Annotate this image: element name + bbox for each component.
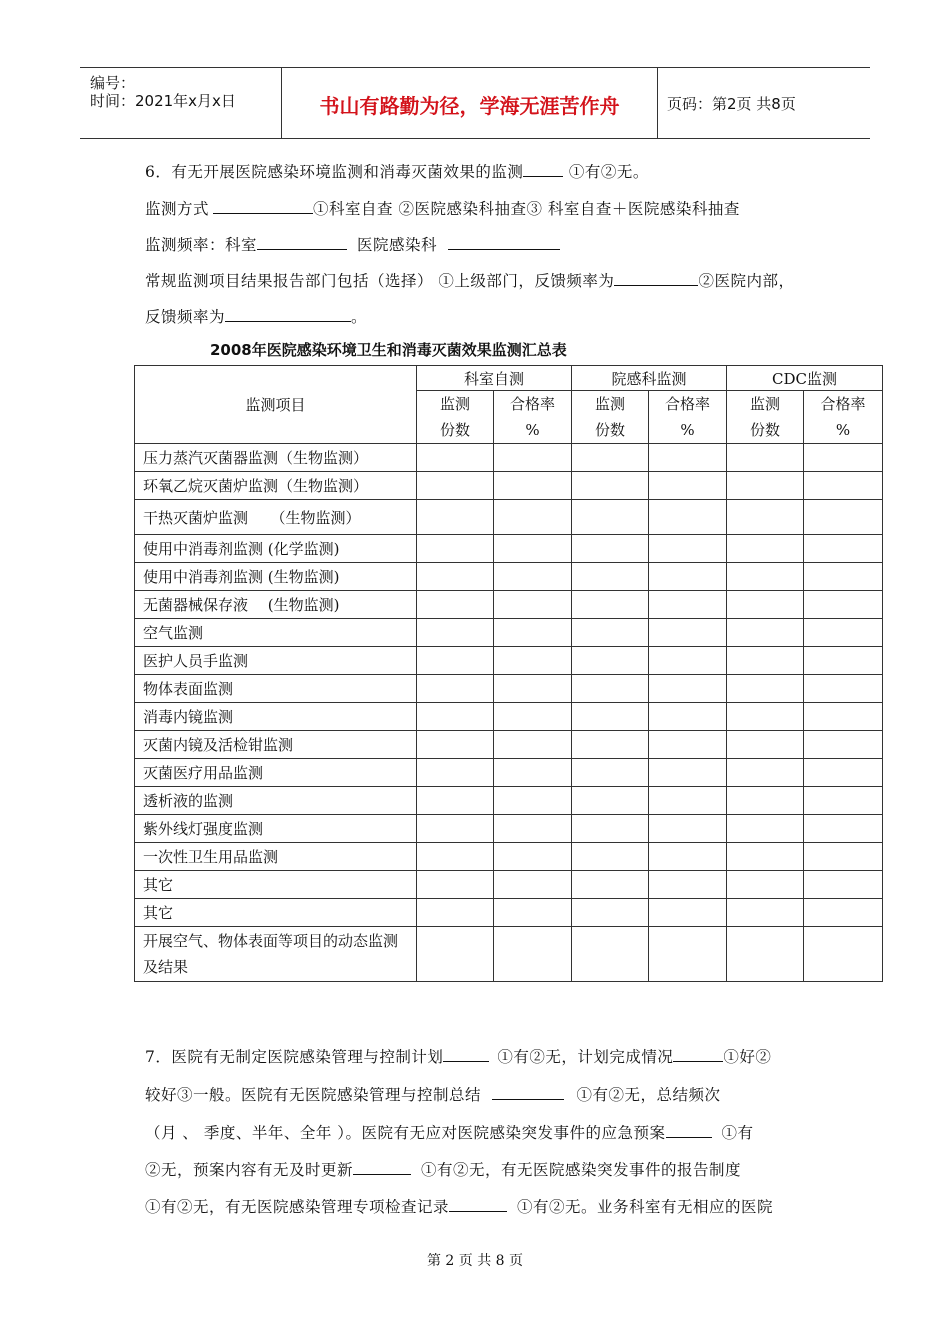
s7-l3b: ①有 [721, 1124, 754, 1142]
data-cell[interactable] [727, 899, 804, 927]
data-cell[interactable] [494, 647, 572, 675]
data-cell[interactable] [494, 675, 572, 703]
s7-line1 [145, 1045, 771, 1067]
table-row [135, 815, 883, 843]
data-cell[interactable] [417, 731, 494, 759]
group-header-infection-dept: 院感科监测 [572, 366, 727, 391]
data-cell[interactable] [727, 619, 804, 647]
data-cell[interactable] [417, 927, 494, 982]
data-cell[interactable] [572, 815, 649, 843]
table-row [135, 675, 883, 703]
data-cell[interactable] [494, 535, 572, 563]
data-cell[interactable] [649, 927, 727, 982]
data-cell[interactable] [727, 815, 804, 843]
blank-field[interactable] [673, 1045, 723, 1062]
data-cell[interactable] [572, 563, 649, 591]
table-header-row [135, 366, 883, 391]
sub-rate-text: 合格率 % [820, 395, 866, 439]
sub-count [417, 391, 494, 444]
data-cell[interactable] [417, 675, 494, 703]
row-item-label: 物体表面监测 [135, 675, 417, 703]
data-cell[interactable] [572, 843, 649, 871]
data-cell[interactable] [494, 591, 572, 619]
blank-field[interactable] [213, 197, 313, 214]
data-cell[interactable] [572, 535, 649, 563]
header-page-cell [657, 68, 870, 138]
table-row [135, 472, 883, 500]
row-item-label: 环氧乙烷灭菌炉监测（生物监测） [135, 472, 417, 500]
blank-field[interactable] [448, 233, 560, 250]
monitoring-summary-table [134, 365, 883, 982]
data-cell[interactable] [649, 731, 727, 759]
data-cell[interactable] [494, 731, 572, 759]
s7-line4 [145, 1158, 741, 1180]
data-cell[interactable] [494, 843, 572, 871]
sub-rate [494, 391, 572, 444]
data-cell[interactable] [727, 675, 804, 703]
table-row [135, 619, 883, 647]
row-item-label: 一次性卫生用品监测 [135, 843, 417, 871]
data-cell[interactable] [572, 500, 649, 535]
data-cell[interactable] [804, 703, 883, 731]
table-row [135, 563, 883, 591]
data-cell[interactable] [494, 815, 572, 843]
table-title: 2008年医院感染环境卫生和消毒灭菌效果监测汇总表 [210, 341, 567, 359]
data-cell[interactable] [649, 703, 727, 731]
header-motto-cell [281, 68, 658, 138]
row-item-label: 空气监测 [135, 619, 417, 647]
row-item-label: 灭菌内镜及活检钳监测 [135, 731, 417, 759]
data-cell[interactable] [804, 927, 883, 982]
blank-field[interactable] [443, 1045, 489, 1062]
table-row [135, 444, 883, 472]
table-row [135, 927, 883, 982]
row-item-label: 使用中消毒剂监测 (生物监测) [135, 563, 417, 591]
data-cell[interactable] [804, 591, 883, 619]
data-cell[interactable] [804, 535, 883, 563]
data-cell[interactable] [649, 843, 727, 871]
s6-line2-head: 监测方式 [145, 200, 210, 218]
blank-field[interactable] [257, 233, 347, 250]
data-cell[interactable] [804, 675, 883, 703]
data-cell[interactable] [572, 619, 649, 647]
s6-line5 [145, 305, 367, 327]
data-cell[interactable] [572, 927, 649, 982]
data-cell[interactable] [494, 500, 572, 535]
data-cell[interactable] [727, 871, 804, 899]
s6-line1-text: 6．有无开展医院感染环境监测和消毒灭菌效果的监测 [145, 163, 524, 181]
s7-l4a: ②无，预案内容有无及时更新 [145, 1161, 354, 1179]
data-cell[interactable] [727, 563, 804, 591]
data-cell[interactable] [649, 647, 727, 675]
data-cell[interactable] [727, 500, 804, 535]
s7-l1b: ①有②无，计划完成情况 [497, 1048, 674, 1066]
table-row [135, 535, 883, 563]
table-row [135, 899, 883, 927]
data-cell[interactable] [417, 535, 494, 563]
data-cell[interactable] [417, 815, 494, 843]
data-cell[interactable] [417, 647, 494, 675]
sub-count-text: 监测 份数 [439, 395, 470, 439]
data-cell[interactable] [494, 563, 572, 591]
data-cell[interactable] [417, 787, 494, 815]
page-header [80, 67, 870, 139]
row-item-label: 压力蒸汽灭菌器监测（生物监测） [135, 444, 417, 472]
data-cell[interactable] [804, 899, 883, 927]
data-cell[interactable] [494, 899, 572, 927]
data-cell[interactable] [649, 871, 727, 899]
page-footer: 第 2 页 共 8 页 [426, 1253, 524, 1269]
data-cell[interactable] [727, 647, 804, 675]
table-row [135, 787, 883, 815]
data-cell[interactable] [494, 787, 572, 815]
data-cell[interactable] [494, 759, 572, 787]
blank-field[interactable] [353, 1158, 411, 1175]
table-row [135, 500, 883, 535]
data-cell[interactable] [727, 703, 804, 731]
sub-count-text: 监测 份数 [595, 395, 626, 439]
s6-line2 [145, 197, 740, 219]
data-cell[interactable] [804, 843, 883, 871]
date-label: 时间：2021年x月x日 [90, 92, 236, 110]
data-cell[interactable] [417, 759, 494, 787]
data-cell[interactable] [649, 787, 727, 815]
data-cell[interactable] [494, 619, 572, 647]
data-cell[interactable] [804, 815, 883, 843]
data-cell[interactable] [572, 899, 649, 927]
table-row [135, 871, 883, 899]
s7-l3a: （月 、 季度、半年、全年 ）。医院有无应对医院感染突发事件的应急预案 [145, 1124, 666, 1142]
data-cell[interactable] [727, 535, 804, 563]
number-label: 编号： [90, 74, 136, 92]
row-item-label: 使用中消毒剂监测 (化学监测) [135, 535, 417, 563]
data-cell[interactable] [649, 472, 727, 500]
data-cell[interactable] [417, 899, 494, 927]
s7-l1c: ①好② [723, 1048, 772, 1066]
data-cell[interactable] [494, 472, 572, 500]
s7-l2a: 较好③一般。医院有无医院感染管理与控制总结 [145, 1086, 482, 1104]
header-meta-cell [80, 68, 280, 138]
row-item-label: 紫外线灯强度监测 [135, 815, 417, 843]
data-cell[interactable] [804, 731, 883, 759]
data-cell[interactable] [649, 591, 727, 619]
data-cell[interactable] [572, 647, 649, 675]
data-cell[interactable] [572, 472, 649, 500]
data-cell[interactable] [649, 815, 727, 843]
data-cell[interactable] [804, 759, 883, 787]
s7-l5a: ①有②无，有无医院感染管理专项检查记录 [145, 1198, 450, 1216]
sub-count [727, 391, 804, 444]
blank-field[interactable] [492, 1083, 564, 1100]
s7-line2 [145, 1083, 720, 1105]
data-cell[interactable] [417, 472, 494, 500]
blank-field[interactable] [225, 305, 351, 322]
s6-line1 [145, 160, 649, 182]
row-item-label: 医护人员手监测 [135, 647, 417, 675]
data-cell[interactable] [727, 591, 804, 619]
table-row [135, 591, 883, 619]
row-item-label: 透析液的监测 [135, 787, 417, 815]
data-cell[interactable] [649, 675, 727, 703]
page-indicator: 页码：第2页 共8页 [667, 95, 796, 113]
data-cell[interactable] [649, 444, 727, 472]
s6-line2-tail: ①科室自查 ②医院感染科抽查③ 科室自查＋医院感染科抽查 [313, 200, 740, 218]
data-cell[interactable] [494, 703, 572, 731]
blank-field[interactable] [449, 1195, 507, 1212]
sub-rate-text: 合格率 % [510, 395, 556, 439]
data-cell[interactable] [572, 675, 649, 703]
data-cell[interactable] [804, 563, 883, 591]
sub-count [572, 391, 649, 444]
data-cell[interactable] [417, 444, 494, 472]
s7-l4b: ①有②无，有无医院感染突发事件的报告制度 [421, 1161, 742, 1179]
row-item-label: 开展空气、物体表面等项目的动态监测及结果 [135, 927, 417, 982]
s6-line3-head: 监测频率：科室 [145, 236, 258, 254]
s6-line4-head: 常规监测项目结果报告部门包括（选择） ①上级部门，反馈频率为 [145, 272, 615, 290]
data-cell[interactable] [727, 444, 804, 472]
sub-rate [649, 391, 727, 444]
row-item-label: 干热灭菌炉监测 （生物监测） [135, 500, 417, 535]
data-cell[interactable] [649, 759, 727, 787]
data-cell[interactable] [804, 787, 883, 815]
blank-field[interactable] [666, 1121, 712, 1138]
row-item-label: 其它 [135, 899, 417, 927]
row-item-label: 灭菌医疗用品监测 [135, 759, 417, 787]
data-cell[interactable] [727, 759, 804, 787]
data-cell[interactable] [494, 927, 572, 982]
data-cell[interactable] [417, 619, 494, 647]
data-cell[interactable] [572, 444, 649, 472]
s7-line3 [145, 1121, 754, 1143]
table-row [135, 703, 883, 731]
data-cell[interactable] [572, 703, 649, 731]
data-cell[interactable] [649, 500, 727, 535]
s6-line3 [145, 233, 560, 255]
data-cell[interactable] [417, 500, 494, 535]
sub-rate-text: 合格率 % [665, 395, 711, 439]
table-row [135, 647, 883, 675]
data-cell[interactable] [727, 843, 804, 871]
data-cell[interactable] [727, 472, 804, 500]
data-cell[interactable] [804, 871, 883, 899]
table-row [135, 731, 883, 759]
sub-rate [804, 391, 883, 444]
s6-line5-head: 反馈频率为 [145, 308, 226, 326]
row-item-label: 其它 [135, 871, 417, 899]
data-cell[interactable] [804, 500, 883, 535]
group-header-self: 科室自测 [417, 366, 572, 391]
motto: 书山有路勤为径，学海无涯苦作舟 [319, 94, 620, 118]
s6-line4 [145, 269, 794, 291]
data-cell[interactable] [572, 731, 649, 759]
row-item-label: 无菌器械保存液 (生物监测) [135, 591, 417, 619]
data-cell[interactable] [417, 843, 494, 871]
table-row [135, 843, 883, 871]
s6-line5-tail: 。 [351, 308, 368, 326]
item-header: 监测项目 [135, 366, 417, 444]
s7-l1a: 7．医院有无制定医院感染管理与控制计划 [145, 1048, 444, 1066]
s6-line1-tail: ①有②无。 [568, 163, 649, 181]
data-cell[interactable] [494, 871, 572, 899]
blank-field[interactable] [523, 160, 563, 177]
row-item-label: 消毒内镜监测 [135, 703, 417, 731]
s7-l5b: ①有②无。业务科室有无相应的医院 [517, 1198, 774, 1216]
blank-field[interactable] [614, 269, 698, 286]
sub-count-text: 监测 份数 [750, 395, 781, 439]
data-cell[interactable] [727, 787, 804, 815]
data-cell[interactable] [804, 619, 883, 647]
data-cell[interactable] [417, 563, 494, 591]
data-cell[interactable] [417, 871, 494, 899]
s7-l2b: ①有②无，总结频次 [576, 1086, 721, 1104]
s7-line5 [145, 1195, 773, 1217]
data-cell[interactable] [417, 703, 494, 731]
s6-line3-mid: 医院感染科 [357, 236, 438, 254]
data-cell[interactable] [727, 927, 804, 982]
data-cell[interactable] [804, 647, 883, 675]
data-cell[interactable] [804, 472, 883, 500]
data-cell[interactable] [417, 591, 494, 619]
data-cell[interactable] [649, 619, 727, 647]
data-cell[interactable] [572, 871, 649, 899]
data-cell[interactable] [804, 444, 883, 472]
s6-line4-tail: ②医院内部， [698, 272, 795, 290]
data-cell[interactable] [494, 444, 572, 472]
data-cell[interactable] [572, 759, 649, 787]
data-cell[interactable] [727, 731, 804, 759]
data-cell[interactable] [572, 787, 649, 815]
table-row [135, 759, 883, 787]
data-cell[interactable] [649, 899, 727, 927]
data-cell[interactable] [649, 563, 727, 591]
data-cell[interactable] [649, 535, 727, 563]
group-header-cdc: CDC监测 [727, 366, 883, 391]
data-cell[interactable] [572, 591, 649, 619]
